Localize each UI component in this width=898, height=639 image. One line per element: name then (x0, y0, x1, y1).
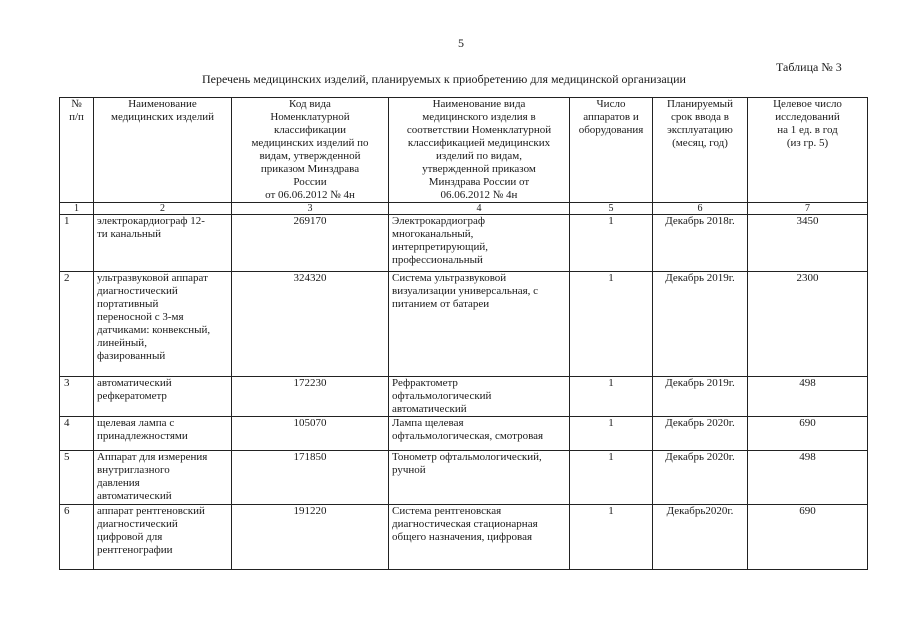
target-cell: 498 (748, 451, 868, 505)
column-number: 2 (94, 203, 232, 215)
row-number-cell: 1 (60, 215, 94, 272)
device-name-cell: автоматический рефкератометр (94, 377, 232, 417)
page-number: 5 (458, 36, 464, 50)
table-row (60, 272, 868, 377)
column-number: 4 (389, 203, 570, 215)
quantity-cell: 1 (570, 272, 653, 377)
target-cell: 3450 (748, 215, 868, 272)
quantity-cell: 1 (570, 505, 653, 570)
date-cell: Декабрь 2018г. (653, 215, 748, 272)
header-cell-date: Планируемый срок ввода в эксплуатацию (месяц, год) (653, 98, 748, 203)
target-cell: 498 (748, 377, 868, 417)
code-cell: 269170 (232, 215, 389, 272)
quantity-cell: 1 (570, 215, 653, 272)
kind-name-cell: Система рентгеновская диагностическая стационарная общего назначения, цифровая (389, 505, 570, 570)
date-cell: Декабрь 2020г. (653, 417, 748, 451)
column-number: 6 (653, 203, 748, 215)
quantity-cell: 1 (570, 377, 653, 417)
date-cell: Декабрь 2019г. (653, 377, 748, 417)
target-cell: 2300 (748, 272, 868, 377)
row-number-cell: 6 (60, 505, 94, 570)
row-number-cell: 3 (60, 377, 94, 417)
header-cell-kind: Наименование вида медицинского изделия в соответствии Номенклатурной классификацией медицинских изделий по видам, утвержденной приказом Минздрава России от 06.06.2012 № 4н (389, 98, 570, 203)
code-cell: 172230 (232, 377, 389, 417)
document-title: Перечень медицинских изделий, планируемых к приобретению для медицинской организации (202, 72, 686, 86)
header-cell-name: Наименование медицинских изделий (94, 98, 232, 203)
date-cell: Декабрь2020г. (653, 505, 748, 570)
device-name-cell: электрокардиограф 12- ти канальный (94, 215, 232, 272)
header-cell-code: Код вида Номенклатурной классификации медицинских изделий по видам, утвержденной приказом Минздрава России от 06.06.2012 № 4н (232, 98, 389, 203)
table-row (60, 417, 868, 451)
date-cell: Декабрь 2020г. (653, 451, 748, 505)
table-row (60, 215, 868, 272)
table-row (60, 505, 868, 570)
column-number: 1 (60, 203, 94, 215)
code-cell: 324320 (232, 272, 389, 377)
table-row (60, 451, 868, 505)
target-cell: 690 (748, 505, 868, 570)
code-cell: 191220 (232, 505, 389, 570)
row-number-cell: 4 (60, 417, 94, 451)
date-cell: Декабрь 2019г. (653, 272, 748, 377)
table-label: Таблица № 3 (776, 60, 842, 74)
kind-name-cell: Рефрактометр офтальмологический автоматический (389, 377, 570, 417)
column-number: 3 (232, 203, 389, 215)
device-name-cell: ультразвуковой аппарат диагностический портативный переносной с 3-мя датчиками: конвексный, линейный, фазированный (94, 272, 232, 377)
quantity-cell: 1 (570, 417, 653, 451)
header-cell-number: № п/п (60, 98, 94, 203)
column-number: 5 (570, 203, 653, 215)
equipment-table (59, 97, 868, 570)
code-cell: 171850 (232, 451, 389, 505)
row-number-cell: 5 (60, 451, 94, 505)
kind-name-cell: Лампа щелевая офтальмологическая, смотровая (389, 417, 570, 451)
device-name-cell: щелевая лампа с принадлежностями (94, 417, 232, 451)
kind-name-cell: Тонометр офтальмологический, ручной (389, 451, 570, 505)
kind-name-cell: Электрокардиограф многоканальный, интерпретирующий, профессиональный (389, 215, 570, 272)
kind-name-cell: Система ультразвуковой визуализации универсальная, с питанием от батареи (389, 272, 570, 377)
device-name-cell: Аппарат для измерения внутриглазного давления автоматический (94, 451, 232, 505)
header-cell-quantity: Число аппаратов и оборудования (570, 98, 653, 203)
code-cell: 105070 (232, 417, 389, 451)
table-row (60, 377, 868, 417)
quantity-cell: 1 (570, 451, 653, 505)
target-cell: 690 (748, 417, 868, 451)
header-cell-target: Целевое число исследований на 1 ед. в год (из гр. 5) (748, 98, 868, 203)
device-name-cell: аппарат рентгеновский диагностический цифровой для рентгенографии (94, 505, 232, 570)
column-number: 7 (748, 203, 868, 215)
header-row (60, 98, 868, 203)
row-number-cell: 2 (60, 272, 94, 377)
column-number-row (60, 203, 868, 215)
